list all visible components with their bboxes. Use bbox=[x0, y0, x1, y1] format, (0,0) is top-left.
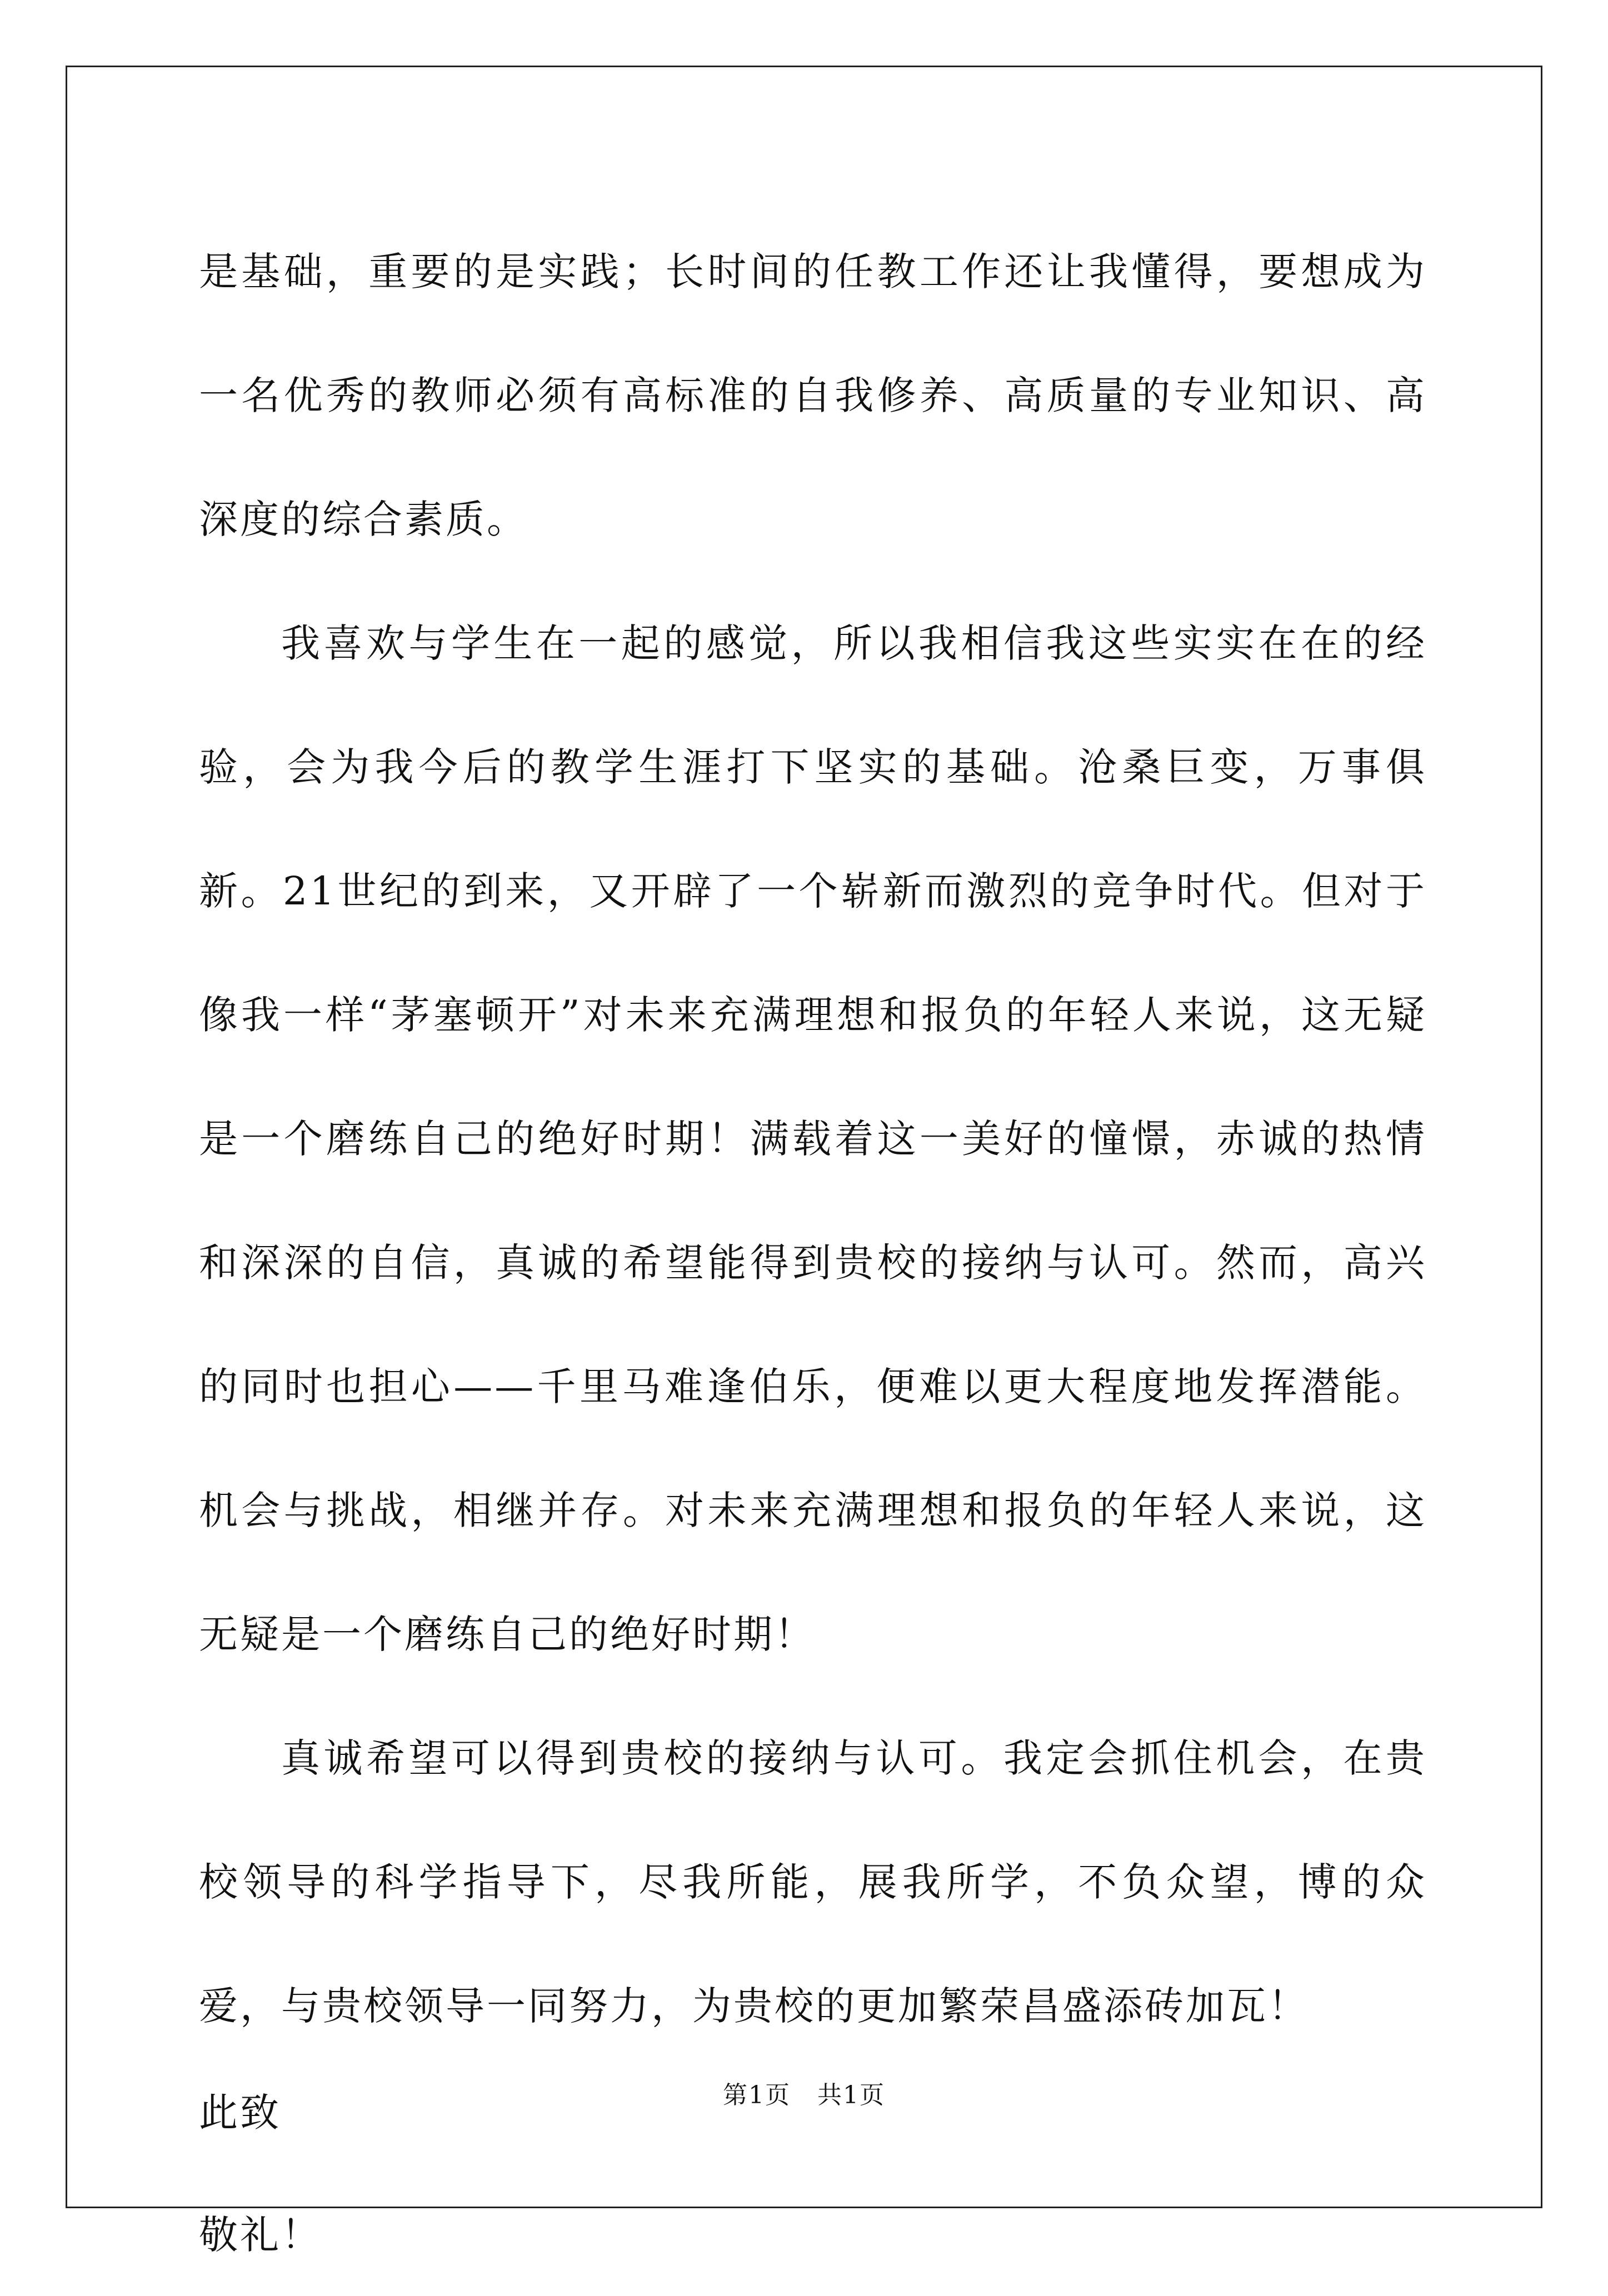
closing-regards: 敬礼！ bbox=[199, 2212, 322, 2258]
page-number: 第1页 bbox=[723, 2081, 791, 2109]
letter-body bbox=[199, 210, 1427, 2296]
page-total: 共1页 bbox=[817, 2081, 885, 2109]
paragraph-continuation: 是基础，重要的是实践；长时间的任教工作还让我懂得，要想成为一名优秀的教师必须有高标准的自我修养、高质量的专业知识、高深度的综合素质。 bbox=[199, 249, 1427, 542]
page-footer bbox=[0, 2075, 1608, 2110]
paragraph-experience: 我喜欢与学生在一起的感觉，所以我相信我这些实实在在的经验，会为我今后的教学生涯打下坚实的基础。沧桑巨变，万事俱新。21世纪的到来，又开辟了一个崭新而激烈的竞争时代。但对于像我一样“茅塞顿开”对未来充满理想和报负的年轻人来说，这无疑是一个磨练自己的绝好时期！满载着这一美好的憧憬，赤诚的热情和深深的自信，真诚的希望能得到贵校的接纳与认可。然而，高兴的同时也担心——千里马难逢伯乐，便难以更大程度地发挥潜能。机会与挑战，相继并存。对未来充满理想和报负的年轻人来说，这无疑是一个磨练自己的绝好时期！ bbox=[199, 621, 1427, 1657]
paragraph-hope: 真诚希望可以得到贵校的接纳与认可。我定会抓住机会，在贵校领导的科学指导下，尽我所能，展我所学，不负众望，博的众爱，与贵校领导一同努力，为贵校的更加繁荣昌盛添砖加瓦！ bbox=[199, 1735, 1427, 2029]
closing-salutation: 此致 bbox=[199, 2090, 281, 2135]
